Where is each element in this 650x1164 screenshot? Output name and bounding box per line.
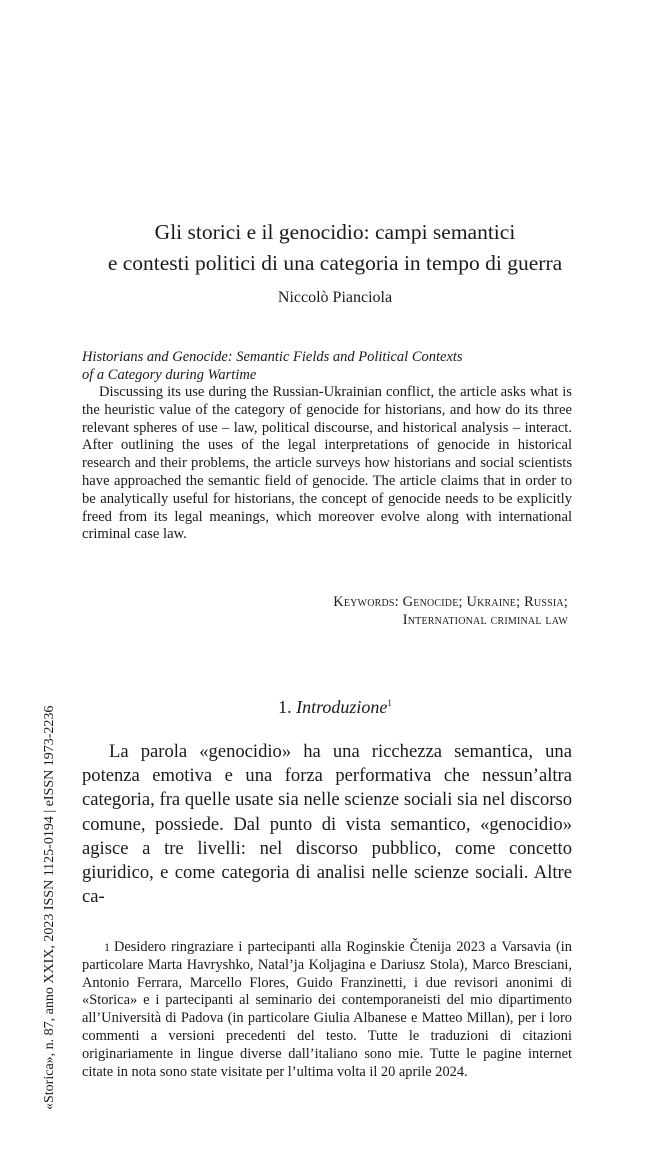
- section-heading: [60, 697, 610, 718]
- body-paragraph: La parola «genocidio» ha una ricchezza semantica, una potenza emotiva e una forza performativa che nessun’altra categoria, fra quelle usate sia nelle scienze sociali sia nel discorso comune, possiede. Dal punto di vista semantico, «genocidio» agisce a tre livelli: nel discorso pubblico, come concetto giuridico, e come categoria di analisi nelle scienze sociali. Altre ca-: [82, 741, 572, 908]
- article-title-line-2: e contesti politici di una categoria in tempo di guerra: [107, 251, 563, 275]
- author-name: Niccolò Pianciola: [277, 289, 393, 306]
- keywords-line-1: Keywords: Genocide; Ukraine; Russia;: [333, 594, 568, 610]
- section-number: 1.: [278, 697, 292, 717]
- article-title-line-1: Gli storici e il genocidio: campi semantici: [154, 220, 516, 244]
- footnote-text: Desidero ringraziare i partecipanti alla Roginskie Čtenija 2023 a Varsavia (in particolare Marta Havryshko, Natal’ja Koljagina e Dariusz Stola), Marco Bresciani, Antonio Ferrara, Marcello Flores, Guido Franzinetti, i due revisori anonimi di «Storica» e i partecipanti al seminario dei contemporaneisti del mio dipartimento all’Università di Padova (in particolare Giulia Albanese e Matteo Millan), per i loro commenti a versioni precedenti del testo. Tutte le traduzioni di citazioni originariamente in lingue diverse dall’italiano sono mie. Tutte le pagine internet citate in nota sono state visitate per l’ultima volta il 20 aprile 2024.: [82, 939, 572, 1080]
- footnote-number: 1: [104, 940, 110, 954]
- section-title: Introduzione: [296, 697, 388, 717]
- english-title-line-1: Historians and Genocide: Semantic Fields and Political Contexts: [82, 349, 463, 365]
- article-title: [60, 217, 610, 279]
- abstract-text: Discussing its use during the Russian-Ukrainian conflict, the article asks what is the heuristic value of the category of genocide for historians, and how do its three relevant spheres of use – law, political discourse, and historical analysis – interact. After outlining the uses of the legal interpretations of genocide in historical research and their problems, the article surveys how historians and social scientists have approached the semantic field of genocide. The article claims that in order to be analytically useful for historians, the concept of genocide needs to be explicitly freed from its legal meanings, which moreover evolve along with international criminal case law.: [82, 384, 572, 543]
- keywords-line-2: International criminal law: [402, 612, 568, 628]
- keywords: [168, 593, 568, 629]
- journal-side-note: «Storica», n. 87, anno XXIX, 2023 ISSN 1125-0194 | eISSN 1973-2236: [42, 705, 57, 1110]
- footnote: [82, 939, 572, 1081]
- footnote-reference[interactable]: 1: [387, 698, 392, 708]
- english-title-line-2: of a Category during Wartime: [82, 367, 257, 383]
- english-title: [82, 348, 582, 384]
